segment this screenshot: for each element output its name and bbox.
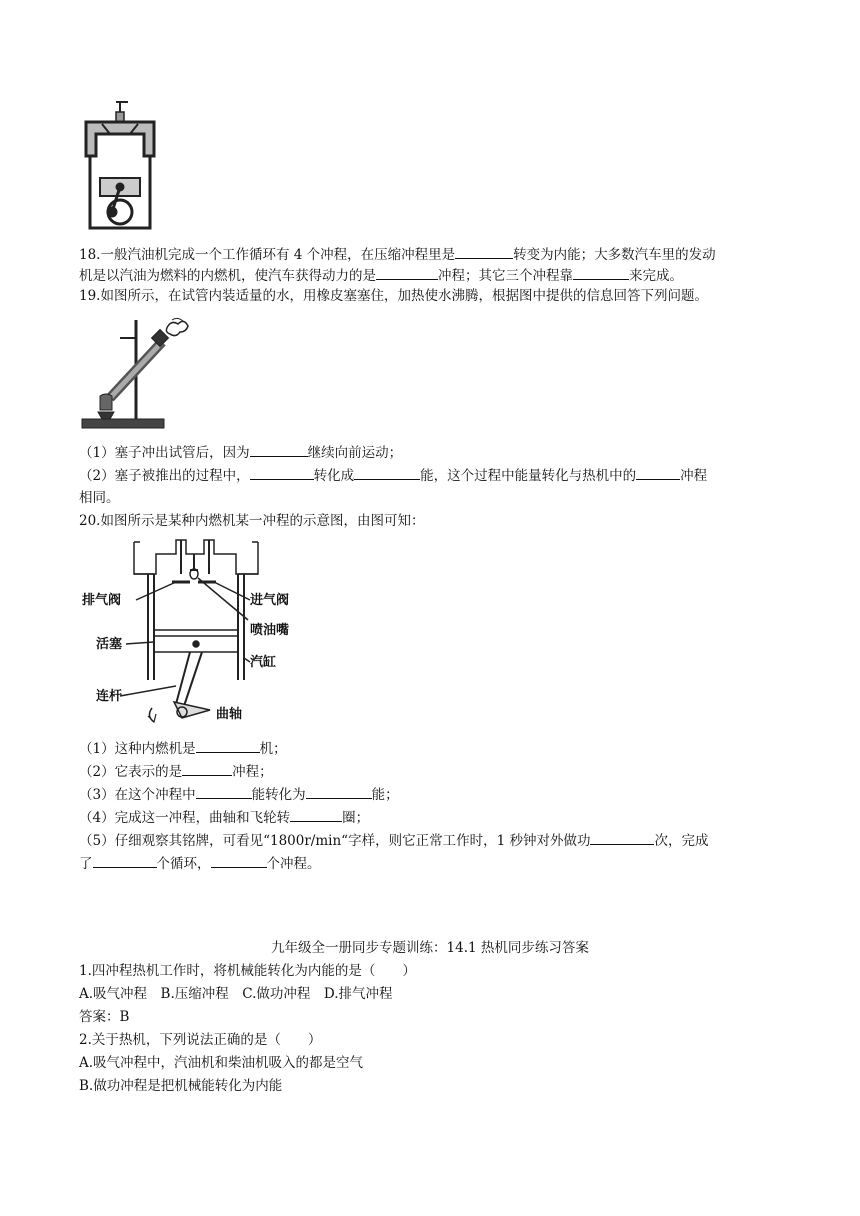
q20-part-3: （3）在这个冲程中 能转化为 能；: [79, 784, 399, 805]
test-tube-figure: [80, 316, 190, 431]
answer-blank[interactable]: [196, 784, 252, 799]
q20-stem: 20.如图所示是某种内燃机某一冲程的示意图，由图可知：: [79, 513, 425, 529]
q18-line-2: 机是以汽油为燃料的内燃机，使汽车获得动力的是 冲程；其它三个冲程靠 来完成。: [79, 265, 683, 286]
answer-blank[interactable]: [376, 265, 438, 280]
answer-q2-option-b: B.做功冲程是把机械能转化为内能: [79, 1078, 283, 1094]
label-piston: 活塞: [96, 637, 123, 652]
label-intake-valve: 进气阀: [250, 593, 290, 608]
answer-q2-option-a: A.吸气冲程中，汽油机和柴油机吸入的都是空气: [79, 1055, 364, 1071]
answer-blank[interactable]: [636, 465, 680, 480]
q19-stem: 19.如图所示，在试管内装适量的水，用橡皮塞塞住，加热使水沸腾，根据图中提供的信息回答下列问题。: [79, 288, 708, 304]
q20-part-1: （1）这种内燃机是 机；: [79, 738, 287, 759]
label-exhaust-valve: 排气阀: [82, 593, 122, 608]
answer-q2: 2.关于热机，下列说法正确的是（ ）: [79, 1032, 322, 1048]
answer-blank[interactable]: [573, 265, 629, 280]
q20-part-2: （2）它表示的是 冲程；: [79, 761, 273, 782]
answers-title: 九年级全一册同步专题训练：14.1 热机同步练习答案: [271, 940, 589, 956]
answer-blank[interactable]: [211, 853, 267, 868]
answer-q1-answer: 答案：B: [79, 1009, 130, 1025]
answer-blank[interactable]: [354, 465, 420, 480]
q19-part-2: （2）塞子被推出的过程中， 转化成 能，这个过程中能量转化与热机中的 冲程: [79, 465, 707, 486]
engine-figure-top: [80, 100, 160, 232]
answer-blank[interactable]: [182, 761, 232, 776]
label-crankshaft: 曲轴: [216, 707, 243, 722]
engine-diagram: [78, 534, 318, 730]
answer-blank[interactable]: [196, 738, 260, 753]
q20-part-5-cont: 了 个循环， 个冲程。: [79, 853, 321, 874]
q20-part-4: （4）完成这一冲程，曲轴和飞轮转 圈；: [79, 807, 369, 828]
label-connecting-rod: 连杆: [96, 689, 123, 704]
answer-blank[interactable]: [250, 442, 308, 457]
label-injector: 喷油嘴: [250, 623, 290, 638]
answer-blank[interactable]: [455, 244, 513, 259]
q19-part-2-cont: 相同。: [79, 490, 120, 506]
answer-blank[interactable]: [290, 807, 342, 822]
answer-blank[interactable]: [590, 830, 654, 845]
q18-line-1: 18.一般汽油机完成一个工作循环有 4 个冲程，在压缩冲程里是 转变为内能；大多数汽车里的发动: [79, 244, 716, 265]
q19-part-1: （1）塞子冲出试管后，因为 继续向前运动；: [79, 442, 402, 463]
answer-blank[interactable]: [250, 465, 314, 480]
answer-q1-options: A.吸气冲程 B.压缩冲程 C.做功冲程 D.排气冲程: [79, 986, 393, 1002]
answer-blank[interactable]: [93, 853, 157, 868]
q20-part-5: （5）仔细观察其铭牌，可看见“1800r/min“字样，则它正常工作时，1 秒钟对外做功 次，完成: [79, 830, 708, 851]
answer-blank[interactable]: [306, 784, 372, 799]
label-cylinder: 汽缸: [250, 655, 277, 670]
answer-q1: 1.四冲程热机工作时，将机械能转化为内能的是（ ）: [79, 963, 416, 979]
